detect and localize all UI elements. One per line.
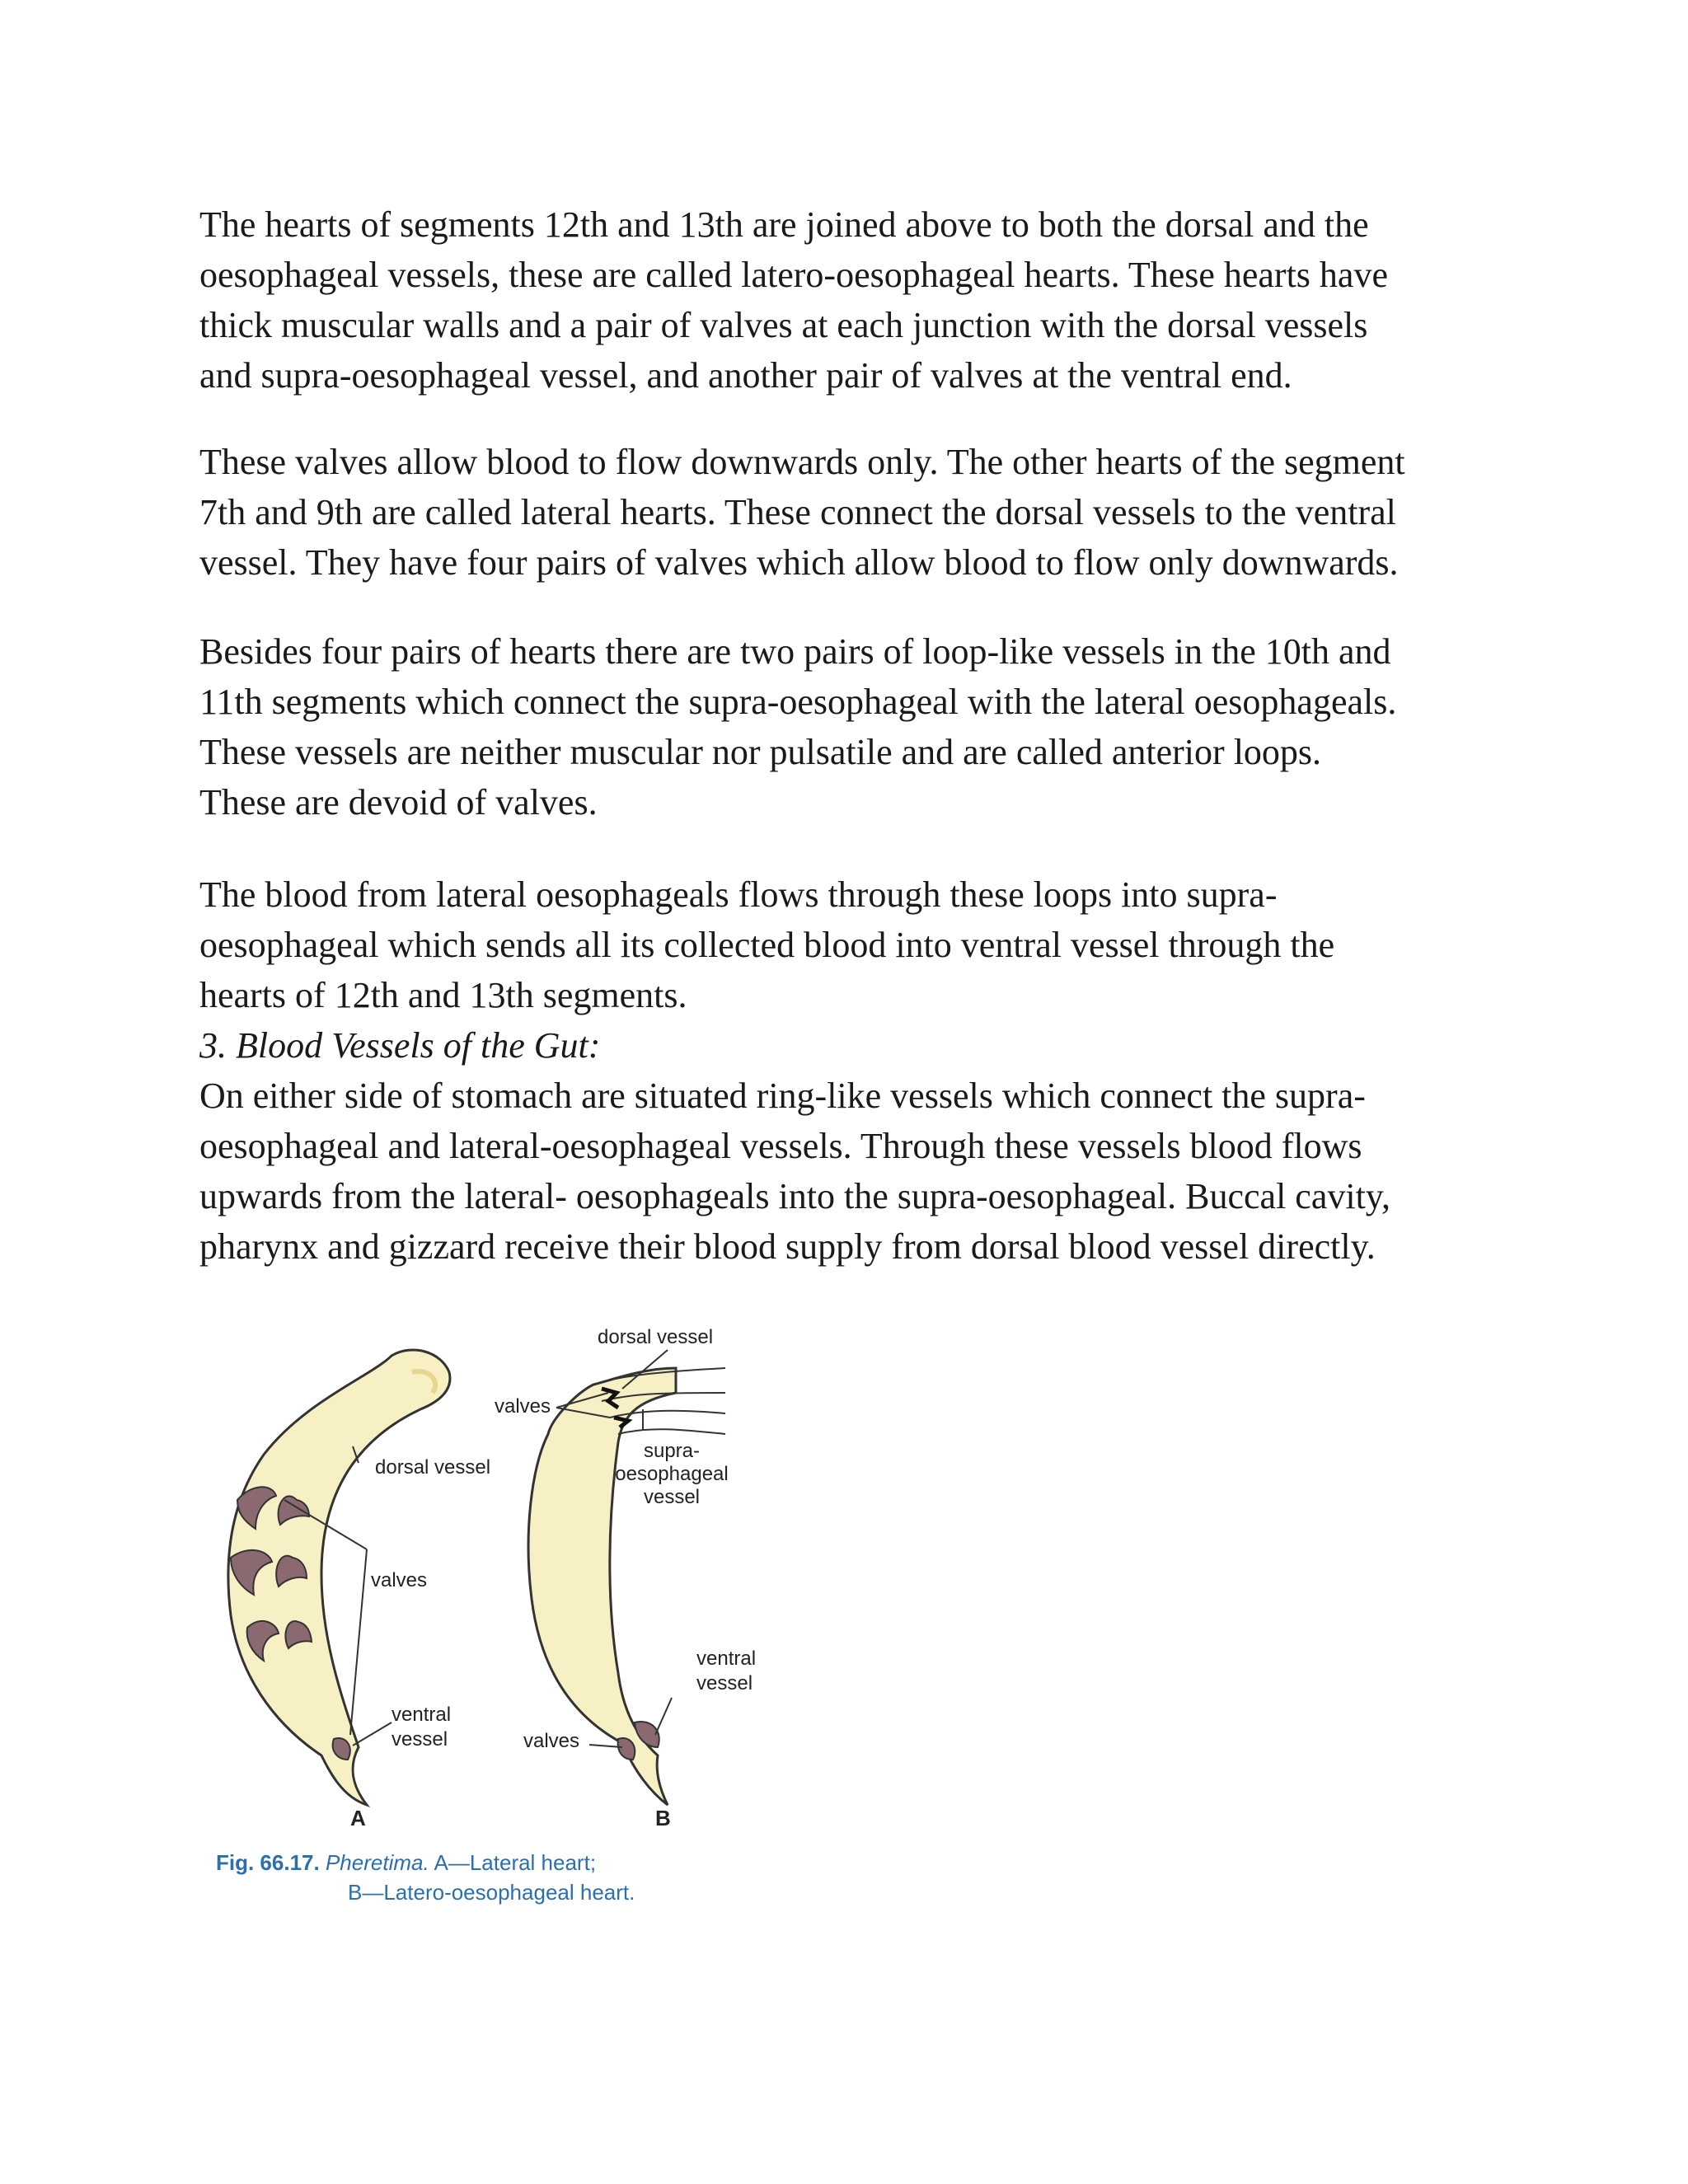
paragraph-blood-flow xyxy=(199,869,1518,1020)
lateral-heart-illustration xyxy=(228,1350,490,1830)
label-a: A xyxy=(350,1806,366,1830)
figure-caption xyxy=(216,1848,635,1907)
caption-part-b: B—Latero-oesophageal heart. xyxy=(348,1880,635,1905)
text-line: The blood from lateral oesophageals flows through these loops into supra- xyxy=(199,874,1278,915)
label-supra-oesophageal-vessel: supra- xyxy=(643,1440,701,1462)
figure-pheretima-hearts xyxy=(206,1310,783,1920)
label-supra-oesophageal-vessel: vessel xyxy=(643,1486,701,1508)
caption-part-a: A—Lateral heart; xyxy=(429,1850,597,1875)
figure-number: Fig. 66.17. xyxy=(216,1850,320,1875)
text-line: hearts of 12th and 13th segments. xyxy=(199,975,687,1015)
text-line: On either side of stomach are situated ring-like vessels which connect the supra- xyxy=(199,1076,1366,1116)
label-ventral-vessel: ventral xyxy=(392,1704,452,1726)
label-ventral-vessel: ventral xyxy=(696,1647,757,1670)
heart-diagram xyxy=(206,1310,783,1846)
label-valves: valves xyxy=(495,1395,551,1418)
text-line: oesophageal which sends all its collected blood into ventral vessel through the xyxy=(199,925,1335,965)
text-line: These vessels are neither muscular nor pulsatile and are called anterior loops. xyxy=(199,732,1322,772)
paragraph-anterior-loops xyxy=(199,626,1518,827)
label-ventral-vessel: vessel xyxy=(696,1672,753,1694)
latero-oesophageal-heart-illustration xyxy=(495,1326,756,1830)
text-line: thick muscular walls and a pair of valves at each junction with the dorsal vessels xyxy=(199,305,1368,345)
text-line: oesophageal vessels, these are called latero-oesophageal hearts. These hearts have xyxy=(199,255,1388,295)
text-line: 7th and 9th are called lateral hearts. These connect the dorsal vessels to the ventral xyxy=(199,492,1396,532)
paragraph-gut-vessels xyxy=(199,1071,1518,1272)
text-line: The hearts of segments 12th and 13th are joined above to both the dorsal and the xyxy=(199,204,1369,245)
paragraph-lateral-hearts xyxy=(199,437,1518,588)
text-line: and supra-oesophageal vessel, and another pair of valves at the ventral end. xyxy=(199,355,1292,396)
label-valves: valves xyxy=(523,1730,580,1752)
text-line: These valves allow blood to flow downwards only. The other hearts of the segment xyxy=(199,442,1405,482)
text-line: These are devoid of valves. xyxy=(199,782,598,823)
text-line: oesophageal and lateral-oesophageal vessels. Through these vessels blood flows xyxy=(199,1126,1362,1166)
text-line: upwards from the lateral- oesophageals into the supra-oesophageal. Buccal cavity, xyxy=(199,1176,1390,1216)
text-line: 11th segments which connect the supra-oesophageal with the lateral oesophageals. xyxy=(199,682,1397,722)
label-valves: valves xyxy=(371,1569,428,1591)
label-dorsal-vessel: dorsal vessel xyxy=(598,1326,714,1348)
text-line: pharynx and gizzard receive their blood supply from dorsal blood vessel directly. xyxy=(199,1226,1376,1267)
paragraph-latero-oesophageal-hearts xyxy=(199,199,1518,401)
text-line: Besides four pairs of hearts there are two pairs of loop-like vessels in the 10th and xyxy=(199,631,1391,672)
label-supra-oesophageal-vessel: oesophageal xyxy=(615,1463,729,1485)
section-heading: 3. Blood Vessels of the Gut: xyxy=(199,1025,601,1066)
label-ventral-vessel: vessel xyxy=(392,1728,448,1750)
genus-name: Pheretima. xyxy=(325,1850,429,1875)
label-b: B xyxy=(655,1806,671,1830)
label-dorsal-vessel: dorsal vessel xyxy=(375,1456,491,1479)
text-line: vessel. They have four pairs of valves which allow blood to flow only downwards. xyxy=(199,542,1399,583)
